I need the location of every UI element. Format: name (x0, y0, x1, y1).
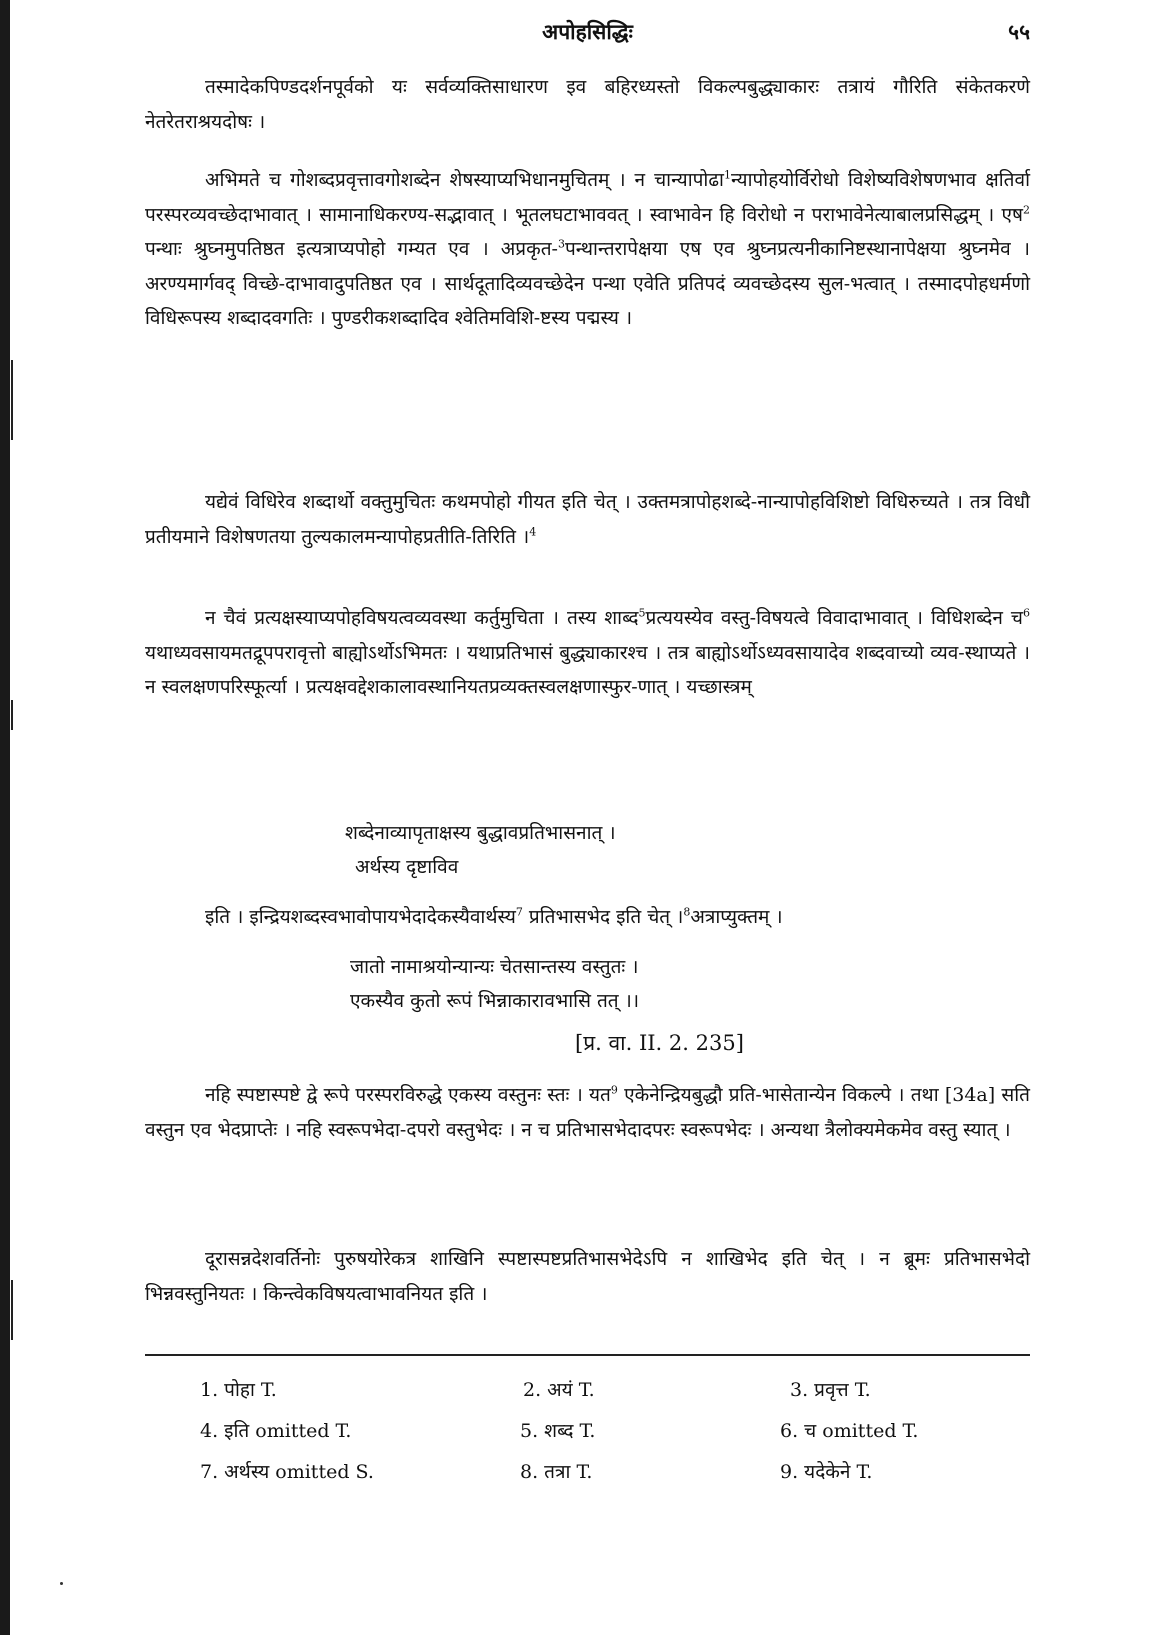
verse-quotation (350, 950, 639, 1018)
running-title: अपोहसिद्धिः (542, 19, 633, 44)
footnote: 5. शब्द T. (520, 1420, 596, 1442)
footnote-marker: 1 (723, 168, 731, 182)
footnote: 6. च omitted T. (780, 1420, 919, 1442)
paragraph-text: पन्थाः श्रुघ्नमुपतिष्ठत इत्यत्राप्यपोहो गम्यत एव । अप्रकृत- (145, 238, 558, 260)
paragraph-text: नहि स्पष्टास्पष्टे द्वे रूपे परस्परविरुद्धे एकस्य वस्तुनः स्तः । यत (205, 1084, 611, 1106)
footnote-marker: 9 (610, 1083, 618, 1097)
paragraph-text: यथाध्यवसायमतद्रूपपरावृत्तो बाह्योऽर्थोऽभिमतः । यथाप्रतिभासं बुद्ध्याकारश्च । तत्र बाह्योऽर्थोऽध्यवसायादेव शब्दवाच्यो व्यव-स्थाप्यते । न स्वलक्षणपरिस्फूर्त्या । प्रत्यक्षवद्देशकालावस्थानियतप्रव्यक्तस्वलक्षणास्फुर-णात् । यच्छास्त्रम् (145, 641, 1030, 698)
verse-quotation (345, 816, 616, 884)
verse-line: जातो नामाश्रयोन्यान्यः चेतसान्तस्य वस्तुतः । (350, 956, 639, 978)
paragraph-text: यद्येवं विधिरेव शब्दार्थो वक्तुमुचितः कथमपोहो गीयत इति चेत् । उक्तमत्रापोहशब्दे-नान्यापोहविशिष्टो विधिरुच्यते । तत्र विधौ प्रतीयमाने विशेषणतया तुल्यकालमन्यापोहप्रतीति-तिरिति । (145, 491, 1030, 548)
footnote: 1. पोहा T. (200, 1379, 277, 1401)
verse-citation: [प्र. वा. II. 2. 235] (575, 1031, 744, 1055)
paragraph-text: प्रत्ययस्येव वस्तु-विषयत्वे विवादाभावात् । विधिशब्देन च (645, 607, 1023, 629)
footnote-divider (145, 1354, 1030, 1356)
book-binding-edge (0, 0, 10, 1635)
scan-edge-mark (11, 700, 13, 730)
paragraph-text: पन्थान्तरापेक्षया एष एव श्रुघ्नप्रत्यनीकानिष्टस्थानापेक्षया श्रुघ्नमेव । अरण्यमार्गवद् विच्छे-दाभावादुपतिष्ठत एव । सार्थदूतादिव्यवच्छेदेन पन्था एवेति प्रतिपदं व्यवच्छेदस्य सुल-भत्वात् । तस्मादपोहधर्मणो विधिरूपस्य शब्दादवगतिः । पुण्डरीकशब्दादिव श्वेतिमविशि-ष्टस्य पद्मस्य । (145, 238, 1030, 329)
footnote: 4. इति omitted T. (200, 1420, 352, 1442)
paragraph (145, 900, 1030, 935)
page-header (145, 18, 1030, 52)
paragraph (145, 1078, 1030, 1147)
paragraph (145, 601, 1030, 705)
paragraph-text: इति । इन्द्रियशब्दस्वभावोपायभेदादेकस्यैवार्थस्य (205, 906, 516, 928)
paragraph (145, 1242, 1030, 1311)
paragraph-text: अभिमते च गोशब्दप्रवृत्तावगोशब्देन शेषस्याप्यभिधानमुचितम् । न चान्यापोढा (205, 169, 724, 191)
footnote-marker: 6 (1023, 606, 1030, 620)
paragraph (145, 70, 1030, 139)
paragraph-text: अत्राप्युक्तम् । (690, 906, 783, 928)
scan-speck (60, 1582, 63, 1585)
footnote-marker: 5 (638, 606, 646, 620)
page-number: ५५ (1008, 19, 1030, 44)
paragraph-text: न चैवं प्रत्यक्षस्याप्यपोहविषयत्वव्यवस्था कर्तुमुचिता । तस्य शाब्द (205, 607, 639, 629)
scan-edge-mark (11, 360, 13, 440)
footnote: 7. अर्थस्य omitted S. (200, 1461, 374, 1483)
footnote: 2. अयं T. (523, 1379, 595, 1401)
paragraph-text: प्रतिभासभेद इति चेत् । (522, 906, 684, 928)
footnote-marker: 2 (1023, 203, 1030, 217)
verse-line: अर्थस्य दृष्टाविव (355, 856, 459, 878)
scan-edge-mark (11, 1280, 13, 1340)
footnote-marker: 3 (557, 237, 565, 251)
footnote: 9. यदेकेने T. (780, 1461, 873, 1483)
paragraph (145, 485, 1030, 554)
paragraph-text: न्यापोहयोर्विरोधो विशेष्यविशेषणभाव क्षतिर्वा परस्परव्यवच्छेदाभावात् । सामानाधिकरण्य-सद्भावात् । भूतलघटाभाववत् । स्वाभावेन हि विरोधो न पराभावेनेत्याबालप्रसिद्धम् । एष (145, 169, 1030, 226)
paragraph-text: एकेनेन्द्रियबुद्धौ प्रति-भासेतान्येन विकल्पे । तथा [34a] सति वस्तुन एव भेदप्राप्तेः । नहि स्वरूपभेदा-दपरो वस्तुभेदः । न च प्रतिभासभेदादपरः स्वरूपभेदः । अन्यथा त्रैलोक्यमेकमेव वस्तु स्यात् । (145, 1084, 1030, 1141)
footnote: 3. प्रवृत्त T. (790, 1379, 871, 1401)
paragraph-text: दूरासन्नदेशवर्तिनोः पुरुषयोरेकत्र शाखिनि स्पष्टास्पष्टप्रतिभासभेदेऽपि न शाखिभेद इति चेत् । न ब्रूमः प्रतिभासभेदो भिन्नवस्तुनियतः । किन्त्वेकविषयत्वाभावनियत इति । (145, 1248, 1030, 1305)
footnote-marker: 8 (683, 905, 691, 919)
paragraph (145, 163, 1030, 336)
footnote: 8. तत्रा T. (520, 1461, 593, 1483)
verse-line: एकस्यैव कुतो रूपं भिन्नाकारावभासि तत् ।। (350, 990, 640, 1012)
verse-line: शब्देनाव्यापृताक्षस्य बुद्धावप्रतिभासनात् । (345, 822, 616, 844)
footnote-marker: 4 (529, 525, 537, 539)
paragraph-text: तस्मादेकपिण्डदर्शनपूर्वको यः सर्वव्यक्तिसाधारण इव बहिरध्यस्तो विकल्पबुद्ध्याकारः तत्रायं गौरिति संकेतकरणे नेतरेतराश्रयदोषः । (145, 76, 1030, 133)
footnote-marker: 7 (515, 905, 523, 919)
